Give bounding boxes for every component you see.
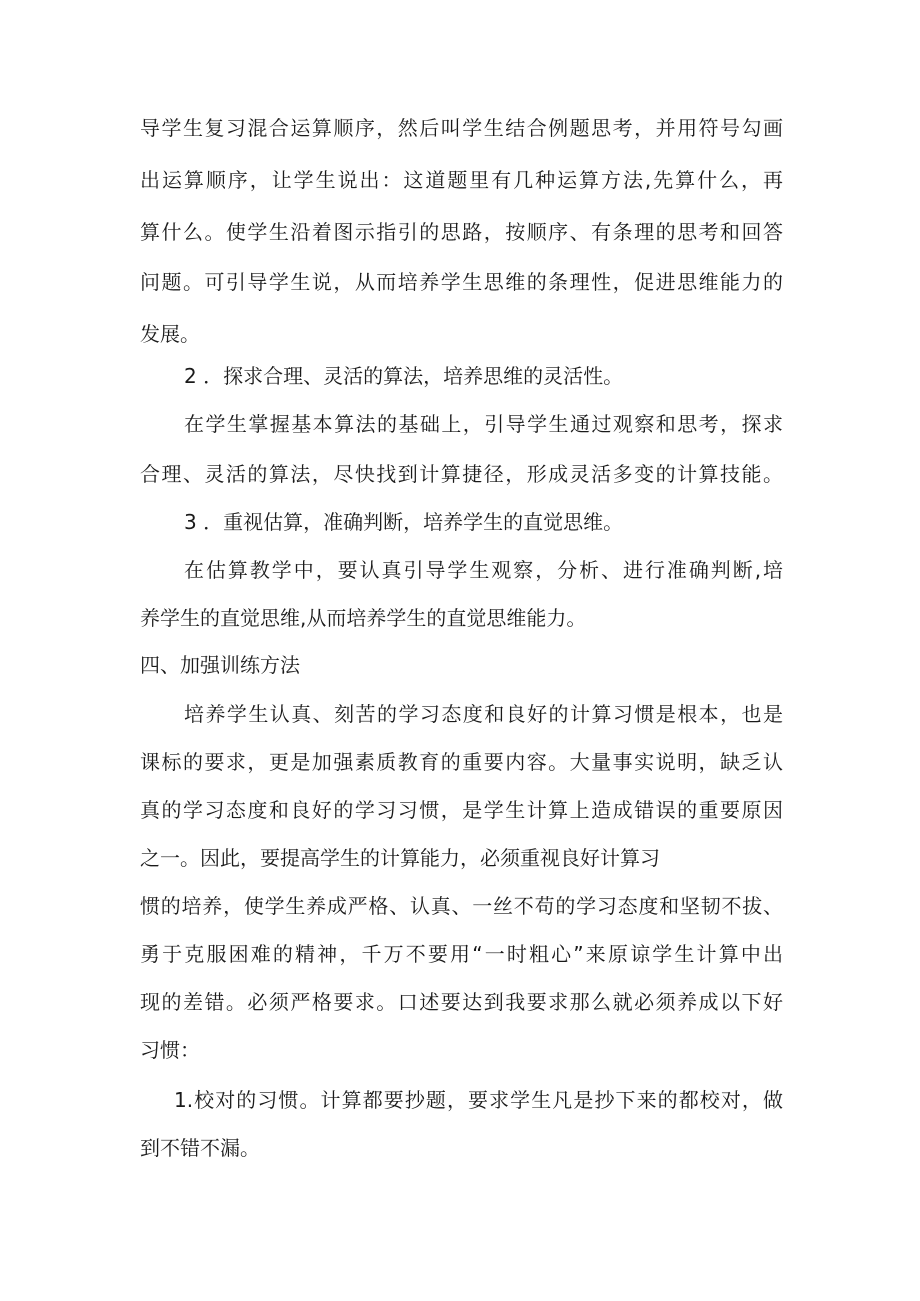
text-line: 发展。	[140, 322, 200, 346]
text-line: 在学生掌握基本算法的基础上，引导学生通过观察和思考，探求	[184, 412, 783, 436]
text-line: 养学生的直觉思维,从而培养学生的直觉思维能力。	[140, 606, 587, 630]
text-line: 到不错不漏。	[140, 1136, 260, 1160]
text-line: 算什么。使学生沿着图示指引的思路，按顺序、有条理的思考和回答	[140, 220, 783, 244]
text-line: 合理、灵活的算法，尽快找到计算捷径，形成灵活多变的计算技能。	[140, 462, 783, 486]
text-line: 1.校对的习惯。计算都要抄题，要求学生凡是抄下来的都校对，做	[174, 1088, 783, 1112]
text-line: 培养学生认真、刻苦的学习态度和良好的计算习惯是根本，也是	[184, 702, 783, 726]
text-line: 在估算教学中，要认真引导学生观察，分析、进行准确判断,培	[184, 558, 783, 582]
section-heading: 四、加强训练方法	[140, 653, 300, 677]
text-line: 课标的要求，更是加强素质教育的重要内容。大量事实说明，缺乏认	[140, 750, 783, 774]
text-line: 真的学习态度和良好的学习习惯，是学生计算上造成错误的重要原因	[140, 798, 783, 822]
subheading-3: 3 ．重视估算，准确判断，培养学生的直觉思维。	[184, 510, 624, 534]
text-line: 导学生复习混合运算顺序，然后叫学生结合例题思考，并用符号勾画	[140, 116, 783, 140]
subheading-2: 2 ．探求合理、灵活的算法，培养思维的灵活性。	[184, 364, 624, 388]
text-line: 惯的培养，使学生养成严格、认真、一丝不苟的学习态度和坚韧不拔、	[140, 894, 783, 918]
text-line: 习惯：	[140, 1038, 200, 1062]
text-line: 勇于克服困难的精神，千万不要用“一时粗心”来原谅学生计算中出	[140, 942, 783, 966]
text-line: 出运算顺序，让学生说出：这道题里有几种运算方法,先算什么，再	[140, 168, 783, 192]
text-line: 现的差错。必须严格要求。口述要达到我要求那么就必须养成以下好	[140, 990, 783, 1014]
text-line: 问题。可引导学生说，从而培养学生思维的条理性，促进思维能力的	[140, 270, 783, 294]
text-line: 之一。因此，要提高学生的计算能力，必须重视良好计算习	[140, 846, 660, 870]
